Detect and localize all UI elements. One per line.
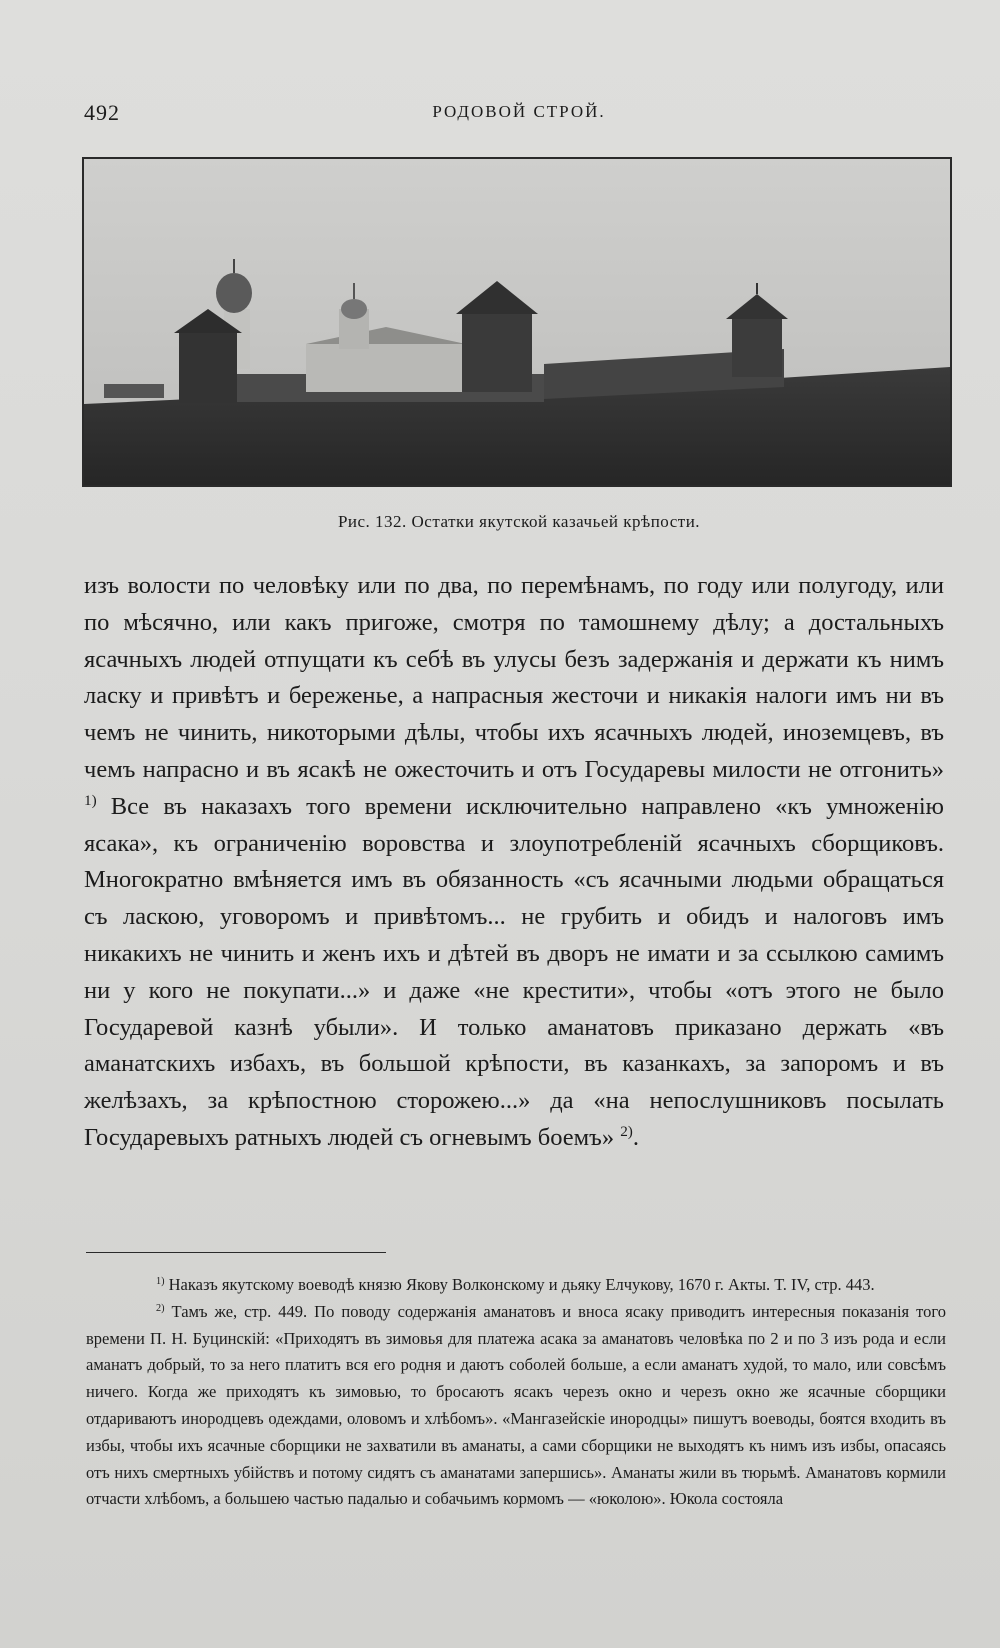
page-header [84,100,954,130]
footnote-2 [86,1299,946,1513]
footnote-1 [86,1272,946,1299]
main-text [84,568,944,1157]
fortress-photograph [84,159,950,485]
page-number: 492 [84,100,120,125]
footnote-1-marker: 1) [156,1275,165,1287]
footnote-separator [86,1252,386,1253]
figure-caption: Рис. 132. Остатки якутской казачьей крѣпости. [337,512,701,531]
footnotes [86,1272,946,1513]
body-text-part2: Все въ наказахъ того времени исключительно направлено «къ умноженію ясака», къ ограниченію воровства и злоупотребленій ясачныхъ сборщиковъ. Многократно вмѣняется имъ въ обязанность «съ ясачными людьми обращаться съ ласкою, уговоромъ и привѣтомъ... не грубить и обидъ и налоговъ имъ никакихъ не чинить и женъ ихъ и дѣтей въ дворъ не имати и за ссылкою самимъ ни у кого не покупати...» и даже «не крестити», чтобы «отъ этого не было Государевой казнѣ убыли». И только аманатовъ приказано держать «въ аманатскихъ избахъ, въ большой крѣпости, въ казанкахъ, за запоромъ и въ желѣзахъ, за крѣпостною сторожею...» да «на непослушниковъ посылать Государевыхъ ратныхъ людей съ огневымъ боемъ» [84,792,944,1151]
footnote-1-text: Наказъ якутскому воеводѣ князю Якову Волконскому и дьяку Елчукову, 1670 г. Акты. Т. IV, стр. 443. [164,1275,875,1294]
body-paragraph [84,568,944,1157]
running-title: РОДОВОЙ СТРОЙ. [432,102,606,121]
figure-photograph [82,157,952,487]
distant-buildings [104,384,164,398]
footnote-ref-2: 2) [620,1122,633,1140]
body-text-end: . [632,1123,639,1151]
body-text-part1: изъ волости по человѣку или по два, по перемѣнамъ, по году или полугоду, или по мѣсячно, или какъ пригоже, смотря по тамошнему дѣлу; а достальныхъ ясачныхъ людей отпущати къ себѣ въ улусы безъ задержанія и держати къ нимъ ласку и привѣтъ и береженье, а напрасныя жесточи и никакія налоги имъ ни въ чемъ не чинить, никоторыми дѣлы, чтобы ихъ ясачныхъ людей, иноземцевъ, въ чемъ напрасно и въ ясакѣ не ожесточить и отъ Государевы милости не отгонить» [84,572,944,783]
footnote-2-marker: 2) [156,1302,165,1314]
footnote-ref-1: 1) [84,791,97,809]
footnote-2-text: Тамъ же, стр. 449. По поводу содержанія аманатовъ и вноса ясаку приводитъ интересныя показанія того времени П. Н. Буцинскій: «Приходятъ въ зимовья для платежа асака за аманатовъ человѣка по 2 и по 3 изъ рода и если аманатъ добрый, то за него платитъ вся его родня и даютъ соболей больше, а если аманатъ худой, то мало, или совсѣмъ ничего. Когда же приходятъ къ зимовью, то бросаютъ ясакъ черезъ окно и черезъ окно же ясачные сборщики отдариваютъ инородцевъ одеждами, оловомъ и хлѣбомъ». «Мангазейскіе инородцы» пишутъ воеводы, боятся входить въ избы, чтобы ихъ ясачные сборщики не захватили въ аманаты, а сами сборщики не выходятъ къ нимъ изъ избы, опасаясь отъ нихъ смертныхъ убійствъ и потому сидятъ съ аманатами запершись». Аманаты жили въ тюрьмѣ. Аманатовъ кормили отчасти хлѣбомъ, а большею частью падалью и собачьимъ кормомъ — «юколою». Юкола состояла [86,1301,946,1509]
